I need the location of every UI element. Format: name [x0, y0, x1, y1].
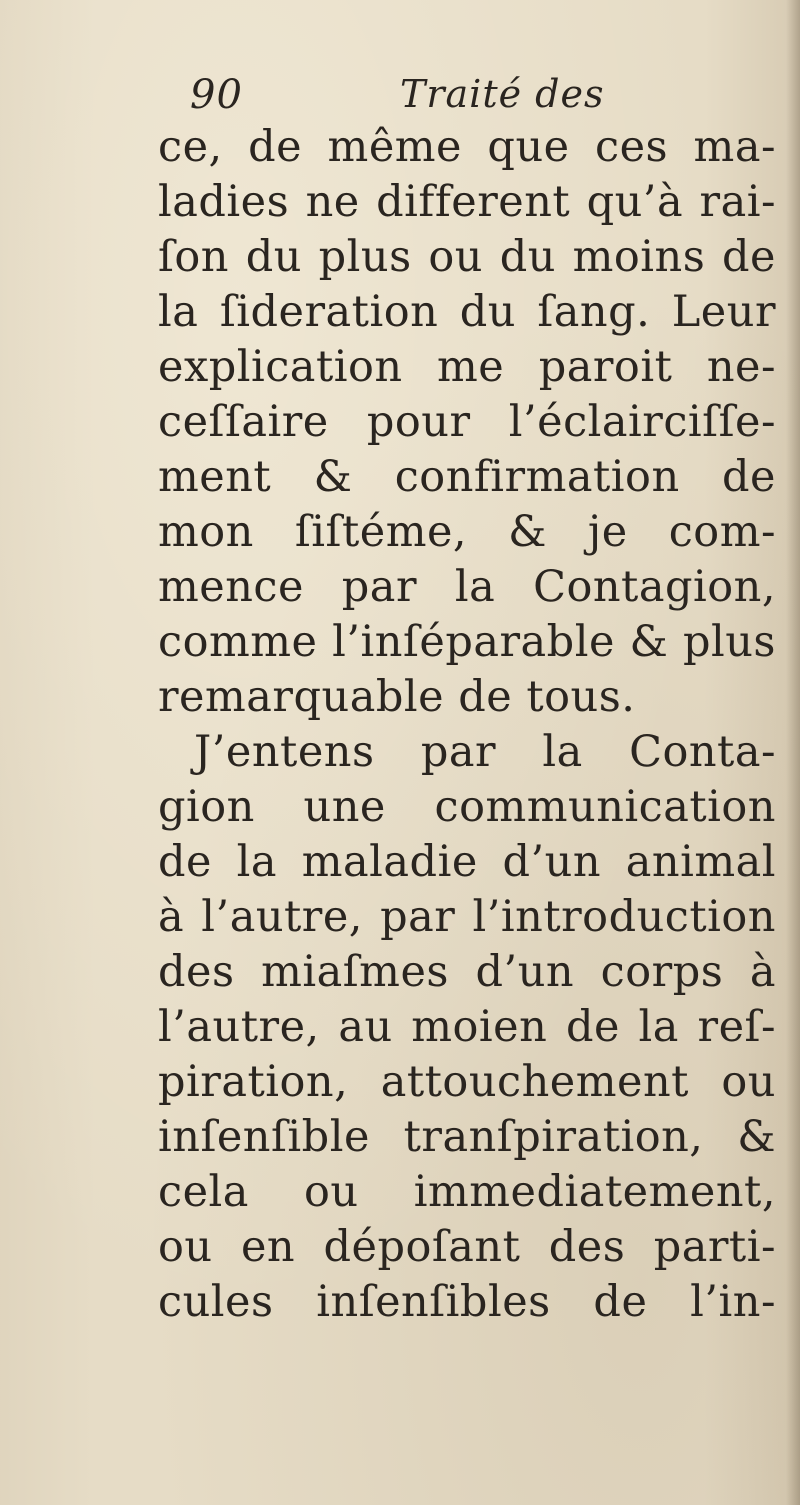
- text-line: J’entens par la Conta-: [194, 727, 776, 777]
- text-line: ceſſaire pour l’éclairciſſe-: [158, 397, 776, 447]
- text-line: gion une communication: [158, 782, 776, 832]
- page-number: 90: [190, 72, 243, 118]
- text-line: mon ſiſtéme, & je com-: [158, 507, 776, 557]
- text-line: à l’autre, par l’introduction: [158, 892, 776, 942]
- page-edge-shadow: [786, 0, 800, 1505]
- text-line: ladies ne different qu’à rai-: [158, 177, 776, 227]
- text-line: remarquable de tous.: [158, 672, 636, 722]
- text-line: de la maladie d’un animal: [158, 837, 776, 887]
- running-title: Traité des: [400, 72, 605, 116]
- text-line: comme l’inſéparable & plus: [158, 617, 776, 667]
- text-line: mence par la Contagion,: [158, 562, 776, 612]
- text-line: ment & confirmation de: [158, 452, 776, 502]
- text-line: ou en dépoſant des parti-: [158, 1222, 776, 1272]
- page-header: [190, 72, 670, 122]
- text-line: cules inſenſibles de l’in-: [158, 1277, 776, 1327]
- text-line: piration, attouchement ou: [158, 1057, 776, 1107]
- text-line: des miaſmes d’un corps à: [158, 947, 776, 997]
- text-line: cela ou immediatement,: [158, 1167, 776, 1217]
- text-line: ſon du plus ou du moins de: [158, 232, 776, 282]
- body-text: [158, 120, 776, 1330]
- text-line: explication me paroit ne-: [158, 342, 776, 392]
- text-line: l’autre, au moien de la reſ-: [158, 1002, 776, 1052]
- text-line: la ſideration du ſang. Leur: [158, 287, 776, 337]
- text-line: ce, de même que ces ma-: [158, 122, 776, 172]
- text-line: inſenſible tranſpiration, &: [158, 1112, 776, 1162]
